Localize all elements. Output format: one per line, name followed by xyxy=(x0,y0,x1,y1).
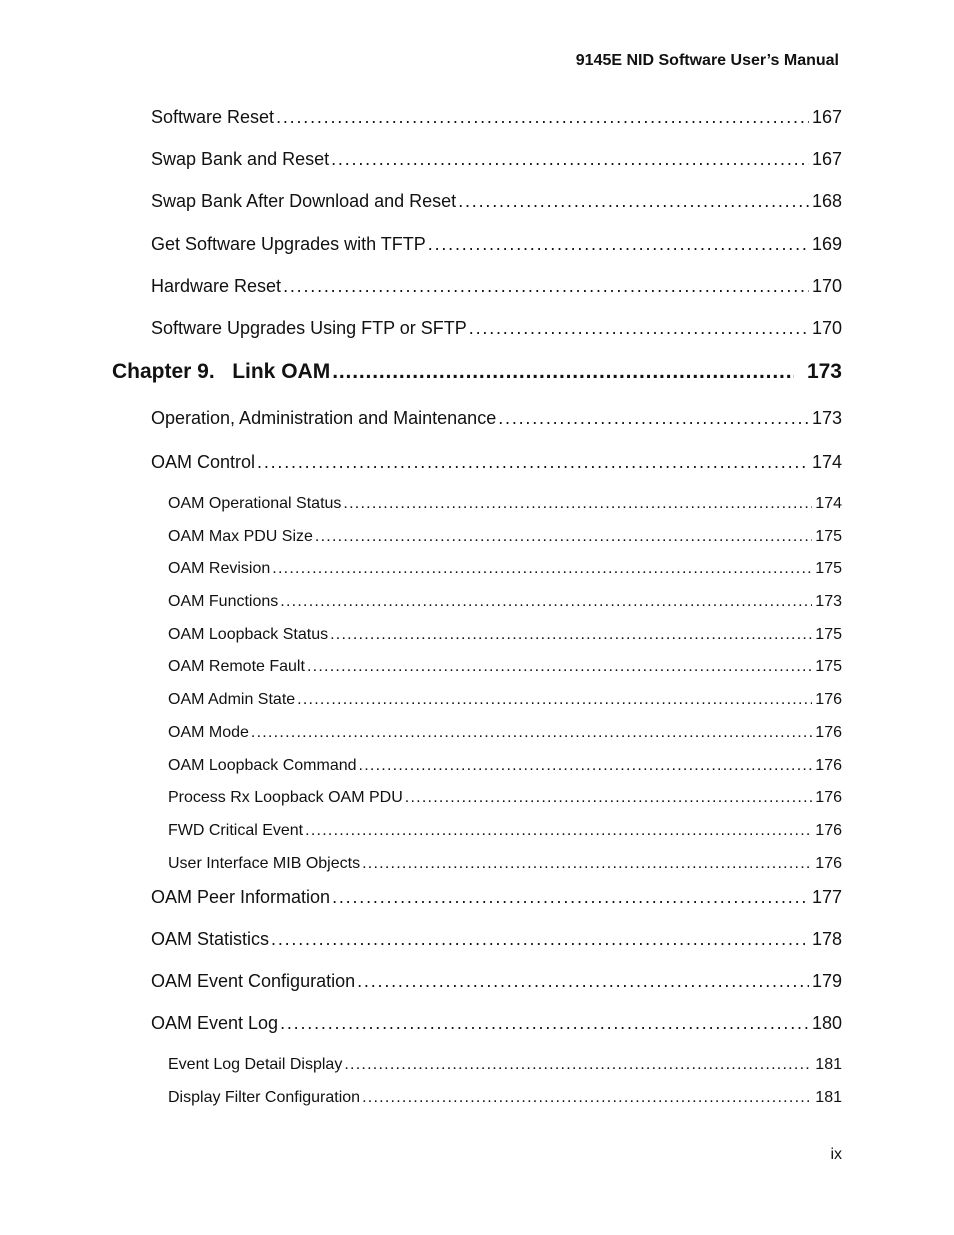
toc-entry[interactable] xyxy=(151,149,842,170)
toc-entry-title: Operation, Administration and Maintenance xyxy=(151,408,497,428)
toc-entry-page: 169 xyxy=(811,234,842,254)
toc-subentry-title: OAM Remote Fault xyxy=(168,658,305,675)
running-header: 9145E NID Software User’s Manual xyxy=(575,52,839,69)
dot-leader xyxy=(331,149,809,170)
dot-leader xyxy=(344,1056,812,1074)
toc-subentry[interactable] xyxy=(168,626,842,644)
toc-entry-page: 177 xyxy=(811,887,842,907)
dot-leader xyxy=(330,626,812,644)
dot-leader xyxy=(332,887,809,908)
dot-leader xyxy=(315,528,812,546)
toc-entry[interactable] xyxy=(151,971,842,992)
toc-chapter-page: 173 xyxy=(806,360,842,383)
toc-entry[interactable] xyxy=(151,191,842,212)
toc-entry-title: Software Upgrades Using FTP or SFTP xyxy=(151,318,467,338)
toc-entry-title: OAM Control xyxy=(151,452,256,472)
dot-leader xyxy=(343,495,812,513)
toc-entry[interactable] xyxy=(151,234,842,255)
toc-subentry-title: OAM Functions xyxy=(168,593,279,610)
dot-leader xyxy=(276,107,809,128)
toc-subentry[interactable] xyxy=(168,1056,842,1074)
toc-subentry[interactable] xyxy=(168,822,842,840)
dot-leader xyxy=(357,971,809,992)
toc-entry-title: OAM Peer Information xyxy=(151,887,331,907)
toc-subentry-title: OAM Mode xyxy=(168,724,249,741)
toc-subentry-title: OAM Loopback Status xyxy=(168,626,329,643)
toc-subentry[interactable] xyxy=(168,691,842,709)
toc-subentry[interactable] xyxy=(168,593,842,611)
toc-subentry[interactable] xyxy=(168,789,842,807)
toc-subentry-page: 176 xyxy=(815,757,842,774)
toc-entry-title: OAM Event Configuration xyxy=(151,971,356,991)
toc-subentry-page: 181 xyxy=(815,1056,842,1073)
toc-entry-title: OAM Statistics xyxy=(151,929,270,949)
toc-entry[interactable] xyxy=(151,318,842,339)
toc-entry-title: Swap Bank and Reset xyxy=(151,149,330,169)
toc-entry[interactable] xyxy=(151,887,842,908)
toc-entry-page: 167 xyxy=(811,107,842,127)
dot-leader xyxy=(405,789,813,807)
dot-leader xyxy=(362,1089,812,1107)
toc-entry-title: OAM Event Log xyxy=(151,1013,279,1033)
toc-chapter-title: Chapter 9. Link OAM xyxy=(112,360,331,383)
toc-entry[interactable] xyxy=(151,1013,842,1034)
dot-leader xyxy=(332,360,794,384)
toc-subentry[interactable] xyxy=(168,658,842,676)
dot-leader xyxy=(469,318,809,339)
toc-subentry-title: OAM Operational Status xyxy=(168,495,342,512)
dot-leader xyxy=(458,191,809,212)
toc-subentry-page: 176 xyxy=(815,691,842,708)
toc-entry-title: Get Software Upgrades with TFTP xyxy=(151,234,426,254)
toc-subentry[interactable] xyxy=(168,560,842,578)
toc-subentry-title: OAM Max PDU Size xyxy=(168,528,313,545)
toc-entry-page: 167 xyxy=(811,149,842,169)
toc-entry[interactable] xyxy=(151,276,842,297)
dot-leader xyxy=(272,560,812,578)
toc-subentry[interactable] xyxy=(168,528,842,546)
toc-entry[interactable] xyxy=(151,929,842,950)
toc-subentry-page: 175 xyxy=(815,626,842,643)
dot-leader xyxy=(307,658,812,676)
dot-leader xyxy=(498,408,809,429)
toc-subentry-page: 176 xyxy=(815,822,842,839)
toc-subentry[interactable] xyxy=(168,1089,842,1107)
toc-subentry-page: 176 xyxy=(815,724,842,741)
toc-entry-page: 179 xyxy=(811,971,842,991)
dot-leader xyxy=(251,724,812,742)
toc-subentry-title: FWD Critical Event xyxy=(168,822,304,839)
toc-subentry-title: User Interface MIB Objects xyxy=(168,855,361,872)
toc-subentry[interactable] xyxy=(168,724,842,742)
dot-leader xyxy=(428,234,809,255)
toc-entry-title: Swap Bank After Download and Reset xyxy=(151,191,457,211)
toc-subentry-page: 173 xyxy=(815,593,842,610)
toc-entry-page: 180 xyxy=(811,1013,842,1033)
toc-subentry-page: 176 xyxy=(815,789,842,806)
dot-leader xyxy=(305,822,812,840)
toc-entry-page: 168 xyxy=(811,191,842,211)
toc-subentry-page: 181 xyxy=(815,1089,842,1106)
toc-subentry-title: Process Rx Loopback OAM PDU xyxy=(168,789,403,806)
toc-chapter-entry[interactable] xyxy=(112,360,842,384)
dot-leader xyxy=(280,1013,809,1034)
toc-subentry-page: 176 xyxy=(815,855,842,872)
toc-subentry-page: 174 xyxy=(815,495,842,512)
toc-entry-title: Hardware Reset xyxy=(151,276,282,296)
dot-leader xyxy=(280,593,812,611)
toc-entry-page: 174 xyxy=(811,452,842,472)
dot-leader xyxy=(257,452,809,473)
toc-entry[interactable] xyxy=(151,408,842,429)
toc-subentry[interactable] xyxy=(168,495,842,513)
toc-entry[interactable] xyxy=(151,107,842,128)
dot-leader xyxy=(297,691,812,709)
page-number: ix xyxy=(830,1146,842,1163)
toc-subentry-title: OAM Loopback Command xyxy=(168,757,357,774)
toc-subentry-page: 175 xyxy=(815,658,842,675)
toc-subentry-page: 175 xyxy=(815,560,842,577)
toc-subentry[interactable] xyxy=(168,757,842,775)
toc-subentry-title: Event Log Detail Display xyxy=(168,1056,343,1073)
toc-subentry-title: Display Filter Configuration xyxy=(168,1089,361,1106)
toc-entry-page: 170 xyxy=(811,276,842,296)
toc-entry-page: 173 xyxy=(811,408,842,428)
dot-leader xyxy=(271,929,809,950)
toc-subentry-title: OAM Admin State xyxy=(168,691,296,708)
dot-leader xyxy=(362,855,812,873)
toc-entry-title: Software Reset xyxy=(151,107,275,127)
toc-subentry-title: OAM Revision xyxy=(168,560,271,577)
toc-subentry[interactable] xyxy=(168,855,842,873)
toc-entry[interactable] xyxy=(151,452,842,473)
toc-entry-page: 178 xyxy=(811,929,842,949)
toc-subentry-page: 175 xyxy=(815,528,842,545)
dot-leader xyxy=(359,757,813,775)
dot-leader xyxy=(283,276,809,297)
toc-entry-page: 170 xyxy=(811,318,842,338)
